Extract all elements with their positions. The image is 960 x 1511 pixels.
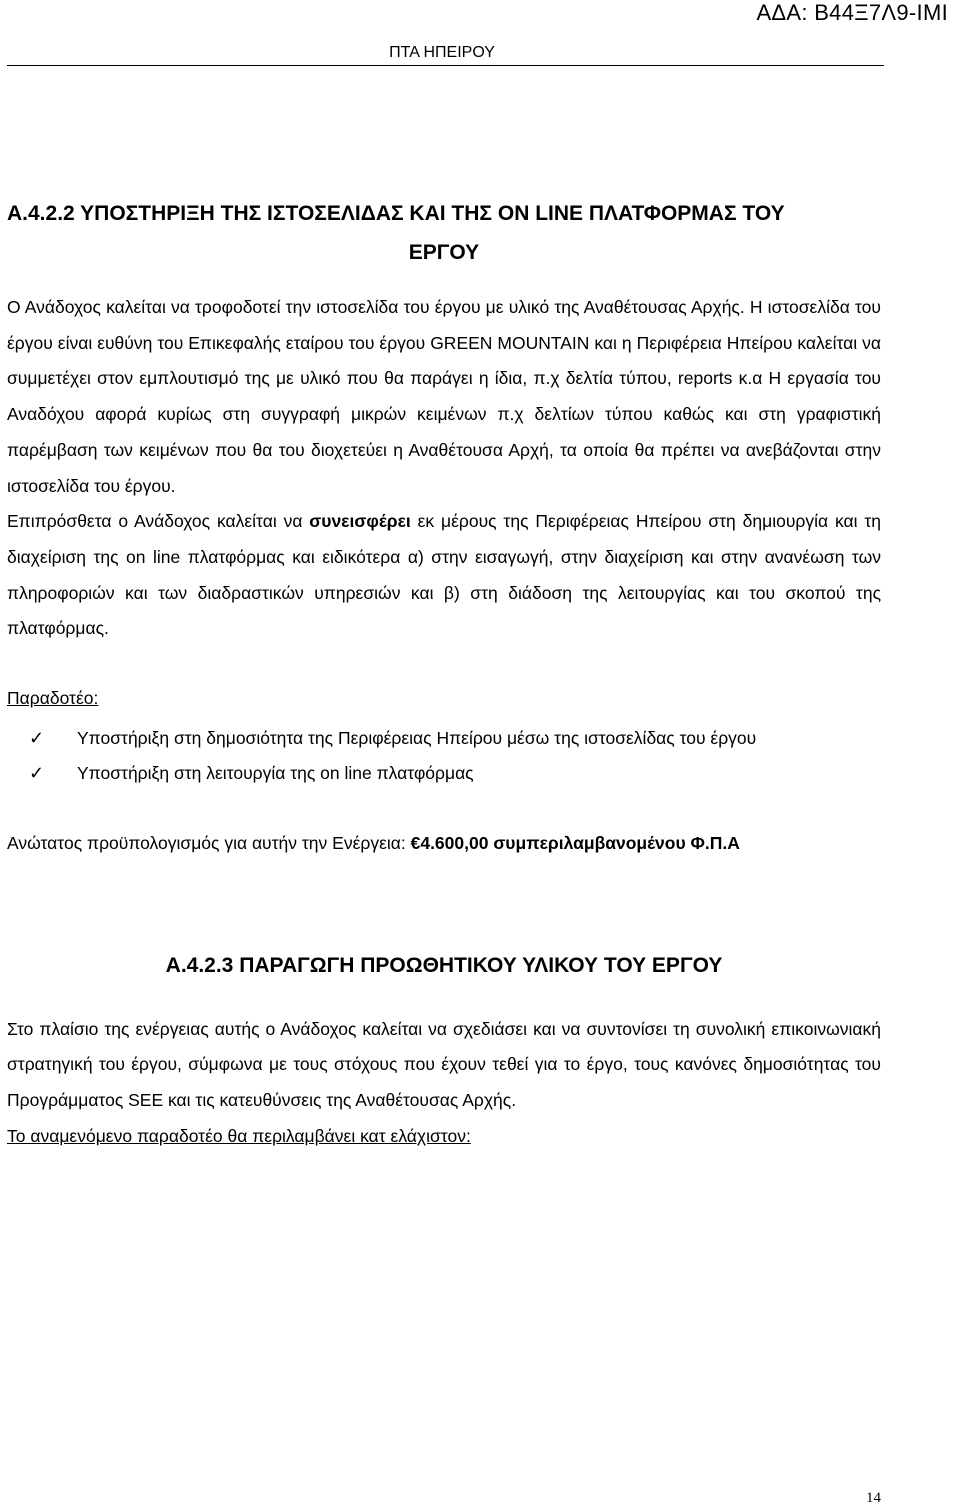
check-icon: ✓ [29, 763, 45, 784]
section2-title: ΠΑΡΑΓΩΓΗ ΠΡΟΩΘΗΤΙΚΟΥ ΥΛΙΚΟΥ ΤΟΥ ΕΡΓΟΥ [233, 953, 723, 977]
budget-value: €4.600,00 συμπεριλαμβανομένου Φ.Π.Α [410, 833, 740, 854]
section2-number: 2.3 [204, 953, 234, 977]
section2-number-prefix: Α.4. [165, 953, 205, 977]
section-heading-line2: ΕΡΓΟΥ [408, 241, 480, 264]
check-icon: ✓ [29, 727, 45, 748]
header-organization: ΠΤΑ ΗΠΕΙΡΟΥ [389, 44, 495, 61]
deliverable-text: Υποστήριξη στη λειτουργία της on line πλατφόρμας [77, 763, 474, 784]
paragraph-platform-support [7, 504, 881, 647]
list-item [7, 721, 881, 757]
section-heading-website-support [7, 194, 881, 272]
section-heading-promotional-material [7, 948, 881, 984]
section-number-prefix: Α.4. [7, 202, 46, 225]
para2-bold-word: συνεισφέρει [309, 511, 411, 532]
expected-deliverable-intro: Το αναμενόμενο παραδοτέο θα περιλαμβάνει κατ ελάχιστον: [7, 1125, 471, 1146]
budget-label: Ανώτατος προϋπολογισμός για αυτήν την Ενέργεια: [7, 833, 411, 854]
list-item [7, 756, 881, 792]
deliverables-list [7, 721, 881, 792]
budget-statement [7, 826, 881, 862]
ada-code: ΑΔΑ: Β44Ξ7Λ9-ΙΜΙ [756, 0, 948, 25]
para2-text-after: εκ μέρους της Περιφέρειας Ηπείρου στη δημιουργία και τη διαχείριση της on line πλατφόρμας και ειδικότερα α) στην εισαγωγή, στην διαχείριση και στην ανανέωση των πληροφοριών και των διαδραστικών υπηρεσιών και β) στη διάδοση της λειτουργίας και του σκοπού της πλατφόρμας. [7, 511, 881, 639]
section-number: 2.2 [45, 202, 75, 225]
deliverable-label: Παραδοτέο: [7, 688, 99, 709]
paragraph-communication-strategy: Στο πλαίσιο της ενέργειας αυτής ο Ανάδοχος καλείται να σχεδιάσει και να συντονίσει τη συνολική επικοινωνιακή στρατηγική του έργου, σύμφωνα με τους στόχους που έχουν τεθεί για το έργο, τους κανόνες δημοσιότητας του Προγράμματος SEE και τις κατευθύνσεις της Αναθέτουσας Αρχής. [7, 1018, 881, 1110]
document-body [7, 194, 881, 1154]
deliverable-text: Υποστήριξη στη δημοσιότητα της Περιφέρειας Ηπείρου μέσω της ιστοσελίδας του έργου [77, 727, 757, 748]
page-number: 14 [866, 1490, 881, 1506]
paragraph-website-support: Ο Ανάδοχος καλείται να τροφοδοτεί την ιστοσελίδα του έργου με υλικό της Αναθέτουσας Αρχής. Η ιστοσελίδα του έργου είναι ευθύνη του Επικεφαλής εταίρου του έργου GREEN MOUNTAIN και η Περιφέρεια Ηπείρου καλείται να συμμετέχει στον εμπλουτισμό της με υλικό που θα παράγει η ίδια, π.χ δελτία τύπου, reports κ.α Η εργασία του Αναδόχου αφορά κυρίως στη συγγραφή μικρών κειμένων π.χ δελτίων τύπου καθώς και στη γραφιστική παρέμβαση των κειμένων που θα του διοχετεύει η Αναθέτουσα Αρχή, τα οποία θα πρέπει να ανεβάζονται στην ιστοσελίδα του έργου. [7, 297, 881, 496]
header-divider [7, 65, 884, 66]
section-heading-line1 [7, 194, 881, 233]
para2-text-before: Επιπρόσθετα ο Ανάδοχος καλείται να [7, 511, 310, 532]
section-title-line1: ΥΠΟΣΤΗΡΙΞΗ ΤΗΣ ΙΣΤΟΣΕΛΙΔΑΣ ΚΑΙ ΤΗΣ ΟΝ LINE ΠΛΑΤΦΟΡΜΑΣ ΤΟΥ [74, 202, 785, 225]
